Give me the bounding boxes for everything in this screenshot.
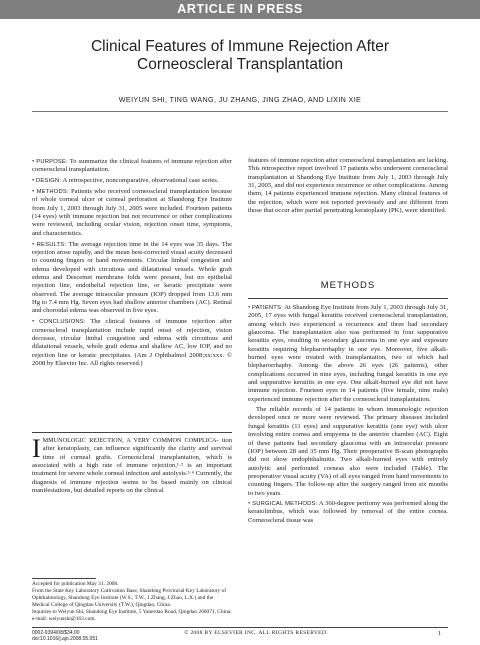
publication-ids xyxy=(32,630,98,642)
reliable-records-paragraph: The reliable records of 14 patients in whom immunologic rejection developed once or more were reviewed. The primary diseases included fungal keratitis (11 eyes) and suppurative keratitis (one eye) with ulcer involving entire cornea and empyema in the anterior chamber (AC). Eight of these patients had secondary glaucoma with an intraocular pressure (IOP) between 28 and 35 mm Hg. Their preoperative B-scan photographs did not show endophthalmitis. Two alkali-burned eyes with entirely autolytic and perforated corneas also were included (Table). The preoperative visual acuity (VA) of all eyes ranged from hand movements to counting fingers. The follow-up after the surgery ranged from six months to two years. xyxy=(248,406,448,497)
conclusions-text: The clinical features of immune rejection after corneoscleral transplantation include rapid onset of rejection, vision decrease, circular limbal congestion and edema with circuitous and dilatational vessels, whole graft edema and shallow AC, low IOP, and no rejection line or keratic precipitates. xyxy=(32,318,232,359)
abstract-divider xyxy=(32,432,232,433)
intro-continued: features of immune rejection after corneoscleral transplantation are lacking. This retrospective report involved 17 patients who underwent corneoscleral transplantation at Shandong Eye Institute from July 1, 2003 through July 31, 2005, and did not experience recurrence or other complications. Among them, 14 patients experienced immune rejection. Many clinical features of the rejection, which were not reported previously and are different from those that occur after partial penetrating keratoplasty (PK), were identified. xyxy=(248,157,448,215)
purpose-label: PURPOSE: xyxy=(36,159,68,165)
patients-paragraph: • PATIENTS: At Shandong Eye Institute from July 1, 2003 through July 31, 2005, 17 eyes with fungal keratitis received corneoscleral transplantation, among which two experienced a recurrence and three had secondary glaucoma. The transplantation also was performed in four suppurative keratitis eyes, resulting in secondary glaucoma in one eye and exposure keratitis requiring blepharorrhaphy in one eye. Moreover, five alkali-burned eyes were treated with transplantation, two of which had blepharorrhaphy. Among the above 26 eyes (26 patients), other complications occurred in nine eyes, including fungal keratitis in one eye and suppurative keratitis in one eye. One alkali-burned eye did not have immune rejection. Fourteen eyes in 14 patients (five female, nine male) experienced immune rejection after the corneoscleral transplantation. xyxy=(248,304,448,403)
methods-label: METHODS: xyxy=(36,189,69,196)
footer-copyright: © 2008 BY ELSEVIER INC. ALL RIGHTS RESERVED. xyxy=(184,630,328,636)
footer-divider xyxy=(32,627,448,628)
results-text: The average rejection time in the 14 eyes was 35 days. The rejection arose rapidly, and the mean best-corrected visual acuity decreased to counting fingers or hand movements. Circular limbal congestion and edema developed with circuitous and dilatational vessels. Whole graft edema and Descemet membrane folds were present, but no epithelial rejection line, endothelial rejection line, or keratic precipitate were observed. The average intraocular pressure (IOP) dropped from 13.6 mm Hg to 7.4 mm Hg. Seven eyes had shallow anterior chambers (AC). Retinal and choroidal edema was observed in five eyes. xyxy=(32,240,233,315)
footnote-accepted: Accepted for publication May 31, 2008. xyxy=(32,581,119,587)
article-in-press-banner: ARTICLE IN PRESS xyxy=(0,0,480,19)
title-line-1: Clinical Features of Immune Rejection After xyxy=(90,38,390,55)
patients-text: At Shandong Eye Institute from July 1, 2003 through July 31, 2005, 17 eyes with fungal keratitis received corneoscleral transplantation, among which two experienced a recurrence and three had secondary glaucoma. The transplantation also was performed in four suppurative keratitis eyes, resulting in secondary glaucoma in one eye and exposure keratitis requiring blepharorrhaphy in one eye. Moreover, five alkali-burned eyes were treated with transplantation, two of which had blepharorrhaphy. Among the above 26 eyes (26 patients), other complications occurred in nine eyes, including fungal keratitis in one eye and suppurative keratitis in one eye. One alkali-burned eye did not have immune rejection. Fourteen eyes in 14 patients (five female, nine male) experienced immune rejection after the corneoscleral transplantation. xyxy=(248,304,448,403)
abstract-methods: • METHODS: Patients who received corneoscleral transplantation because of whole corneal ulcer or corneal perforation at Shandong Eye Institute from July 1, 2003 through July 31, 2005 were included. Fourteen patients (14 eyes) with immune rejection but not recurrence or other complications were reviewed, including ocular vision, rejection onset time, symptoms, and characteristics. xyxy=(32,188,232,237)
intro-lead: MMUNOLOGIC REJECTION, A VERY COMMON COMPLICA- xyxy=(42,437,219,444)
page-number: 1 xyxy=(438,630,442,637)
methods-body xyxy=(248,304,448,525)
citation: (Am J Ophthalmol 2008;xx:xxx. © 2008 by Elsevier Inc. All rights reserved.) xyxy=(32,351,232,367)
surgical-text: A 360-degree peritomy was performed along the keratolimbus, which was followed by removal of the entire cornea. Corneoscleral tissue was xyxy=(248,499,449,524)
design-label: DESIGN: xyxy=(35,178,62,185)
surgical-methods-paragraph: • SURGICAL METHODS: A 360-degree peritomy was performed along the keratolimbus, which was followed by removal of the entire cornea. Corneoscleral tissue was xyxy=(248,499,449,524)
methods-divider xyxy=(248,298,448,299)
footnote-divider xyxy=(32,578,96,579)
conclusions-label: CONCLUSIONS: xyxy=(39,319,86,326)
intro-text: tion after keratoplasty, can influence significantly the clarity and survival time of corneal grafts. Corneoscleral transplantation, which is associated with a high rate of immune rejection,¹·² is an important treatment for severe whole corneal infection and autolysis.³·⁴ Currently, the diagnosis of immune rejection seems to be based mainly on clinical manifestations, but detailed reports on the clinical xyxy=(32,437,232,495)
doi: doi:10.1016/j.ajo.2008.05.051 xyxy=(32,636,98,643)
issn-price: 0002-9394/08/$34.00 xyxy=(32,630,80,636)
article-title xyxy=(30,38,450,74)
author-list: WEIYUN SHI, TING WANG, JU ZHANG, JING ZHAO, AND LIXIN XIE xyxy=(118,95,362,104)
methods-heading: METHODS xyxy=(320,280,376,291)
right-column-intro xyxy=(248,157,448,215)
methods-text: Patients who received corneoscleral transplantation because of whole corneal ulcer or corneal perforation at Shandong Eye Institute from July 1, 2003 through July 31, 2005 were included. Fourteen patients (14 eyes) with immune rejection but not recurrence or other complications were reviewed, including ocular vision, rejection onset time, symptoms, and characteristics. xyxy=(32,188,232,237)
introduction xyxy=(32,434,232,495)
patients-label: PATIENTS: xyxy=(252,305,283,311)
drop-cap: I xyxy=(32,434,41,463)
abstract-conclusions: • CONCLUSIONS: The clinical features of immune rejection after corneoscleral transplantation include rapid onset of rejection, vision decrease, circular limbal congestion and edema with circuitous and dilatational vessels, whole graft edema and shallow AC, low IOP, and no rejection line or keratic precipitates. (Am J Ophthalmol 2008;xx:xxx. © 2008 by Elsevier Inc. All rights reserved.) xyxy=(32,318,232,367)
title-line-2: Corneoscleral Transplantation xyxy=(137,56,343,73)
header-divider xyxy=(32,111,448,112)
footnote xyxy=(32,581,232,622)
abstract-design: • DESIGN: A retrospective, noncomparative, observational case series. xyxy=(32,177,219,185)
purpose-text: To summarize the clinical features of immune rejection after corneoscleral transplantation. xyxy=(32,158,232,174)
results-label: RESULTS: xyxy=(36,241,67,248)
abstract xyxy=(32,158,232,371)
abstract-purpose: • PURPOSE: To summarize the clinical features of immune rejection after corneoscleral transplantation. xyxy=(32,158,232,174)
abstract-results: • RESULTS: The average rejection time in the 14 eyes was 35 days. The rejection arose rapidly, and the mean best-corrected visual acuity decreased to counting fingers or hand movements. Circular limbal congestion and edema developed with circuitous and dilatational vessels. Whole graft edema and Descemet membrane folds were present, but no epithelial rejection line, endothelial rejection line, or keratic precipitate were observed. The average intraocular pressure (IOP) dropped from 13.6 mm Hg to 7.4 mm Hg. Seven eyes had shallow anterior chambers (AC). Retinal and choroidal edema was observed in five eyes. xyxy=(32,240,233,315)
footnote-inquiries: Inquiries to Weiyun Shi, Shandong Eye Institute, 5 Yanerdao Road, Qingdao 266071, China; e-mail: weiyunshi@163.com. xyxy=(32,608,232,622)
footnote-affiliation: From the State Key Laboratory Cultivation Base, Shandong Provincial Key Laboratory of Ophthalmology, Shandong Eye Institute (W.S., T.W., J.Zhang, J.Zhao, L.X.) and the Medical College of Qingdao University (T.W.), Qingdao, China. xyxy=(32,587,227,608)
surgical-label: SURGICAL METHODS: xyxy=(252,500,318,507)
design-text: A retrospective, noncomparative, observational case series. xyxy=(62,177,219,185)
